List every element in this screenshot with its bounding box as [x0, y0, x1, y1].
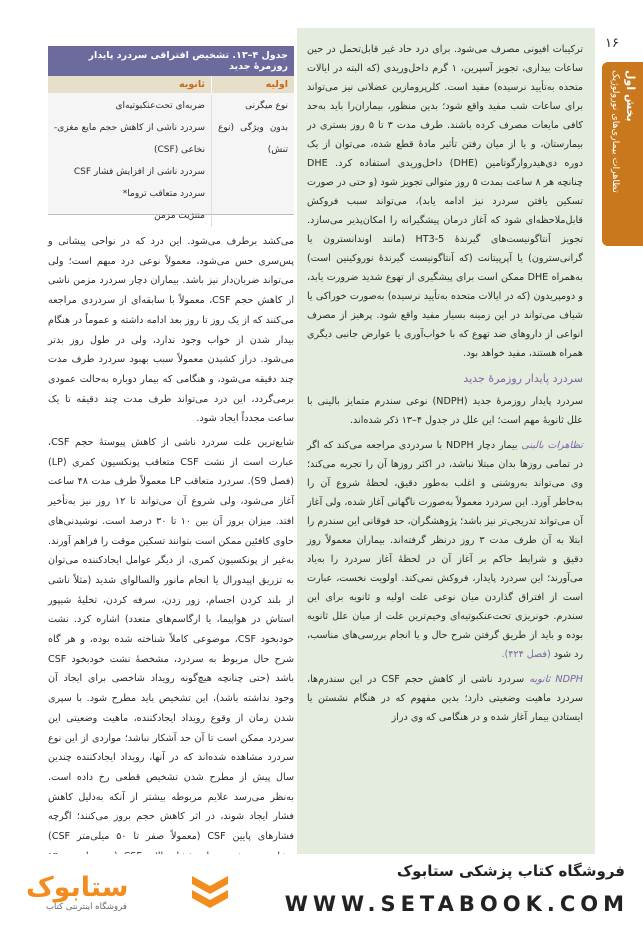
table-body: [48, 93, 294, 229]
store-logo[interactable]: [26, 870, 236, 916]
clinical-features-heading: تظاهرات بالینی: [521, 440, 583, 451]
right-column-panel: [297, 28, 595, 854]
right-paragraph-1: ترکیبات افیونی مصرف می‌شود. برای درد حاد غیر قابل‌تحمل در حین ساعات بیداری، تجویز آسپرین، ۱ گرم داخل‌وریدی (که البته در ایالات متحده به‌تأیید نرسیده) مفید است. کلرپرومازین عضلانی نیز می‌تواند برای ساعات شب مفید واقع شود؛ بدین منظور، بیماران‌را باید به‌حد کافی مایعات مصرف کرده باشند. طرف مدت ۳ تا ۵ روز بستری در بیمارستان، و یا از میان رفتن تأثیر مادهٔ قطع شده، می‌توان از یک دوره دی‌هیدروارگوتامین (DHE) داخل‌وریدی استفاده کرد. DHE چنانچه هر ۸ ساعت بمدت ۵ روز متوالی تجویز شود (و حتی در صورت تسکین یافتن سردرد نیز ادامه یابد)، می‌تواند سبب فروکش قابل‌ملاحظه‌ای شود که آغاز درمان پیشگیرانه را امکان‌پذیر می‌سازد. تجویز آنتاگونیست‌های گیرندهٔ 5-HT3 (مانند اوندانسترون یا گرانی‌سترون) یا آپرپیتانت (که آنتاگونیست گیرندهٔ نوروکینین است) به‌همراه DHE ممکن است برای پیشگیری از تهوع شدید ضرورت یابد، و دومپریدون (که در ایالات متحده به‌تأیید نرسیده) به‌صورت خوراکی یا شیاف می‌تواند در این زمینه بسیار مفید واقع شود. پرهیز از مصرف انواعی از داروهای ضد تهوع که با خواب‌آوری یا عوارض جانبی دیگری همراه هستند، مفید خواهد بود.: [307, 44, 583, 359]
table-cell: سردرد ناشی از افزایش فشار CSF: [73, 167, 205, 177]
table-header-row: [48, 76, 294, 93]
right-paragraph-2: سردرد پایدار روزمرهٔ جدید (NDPH) نوعی سندرم متمایز بالینی با علل ثانویهٔ مهم است؛ این علل در جدول ۴–۱۳ ذکر شده‌اند.: [307, 396, 583, 426]
section-heading: سردرد پایدار روزمرهٔ جدید: [463, 372, 583, 385]
table-cell: بدون ویژگی (نوع تنش): [218, 123, 288, 155]
table-primary-column: [212, 95, 294, 227]
table-secondary-column: [48, 95, 212, 227]
table-cell: نوع میگرنی: [245, 101, 288, 111]
table-cell: سردرد ناشی از کاهش حجم مایع مغزی- نخاعی (CSF): [54, 123, 205, 155]
logo-wordmark: ستابوک: [26, 872, 129, 903]
table-title: جدول ۴–۱۳. تشخیص افتراقی سردرد پایدار روزمرهٔ جدید: [48, 46, 294, 76]
page-number: ۱۶: [605, 36, 619, 51]
chapter-side-tab: [602, 62, 643, 246]
side-tab-section: بخش اول: [624, 70, 637, 122]
secondary-ndph-text: سردرد ناشی از کاهش حجم CSF در این سندرم‌ها، سردرد ماهیت وضعیتی دارد؛ بدین مفهوم که در هنگام نشستن یا ایستادن بیمار آغاز شده و در هنگامی که وی دراز: [307, 674, 583, 723]
table-cell: مننژیت مزمن: [154, 211, 205, 221]
right-paragraph-3: [307, 436, 583, 664]
left-paragraph-1: می‌کشد برطرف می‌شود. این درد که در نواحی پیشانی و پس‌سری حس می‌شود، معمولاً نوعی درد مبهم است؛ ولی می‌تواند ضربان‌دار نیز باشد. بیماران دچار سردرد مزمن ناشی از کاهش حجم CSF، معمولاً با سابقه‌ای از سردردی مراجعه می‌کنند که از یک روز تا روز بعد ادامه داشته و عموماً در هنگام بیدار شدن از خواب وجود ندارد، ولی در طول روز بدتر می‌شود. دراز کشیدن معمولاً سبب بهبود سردرد طرف مدت چند دقیقه می‌شود، و هنگامی که بیمار دوباره به‌حالت عمودی برمی‌گردد، این درد می‌تواند طرف مدت چند دقیقه تا یک ساعت مجدداً ایجاد شود.: [48, 236, 294, 425]
logo-subtitle: فروشگاه اینترنتی کتاب: [46, 902, 127, 912]
side-tab-chapter: تظاهرات بیماری‌های نورولوژیک: [610, 70, 621, 193]
store-website[interactable]: WWW.SETABOOK.COM: [284, 892, 629, 916]
left-paragraph-2: شایع‌ترین علت سردرد ناشی از کاهش پیوستهٔ حجم CSF، عبارت است از نشت CSF متعاقب پونکسیون کمری (LP) (فصل S9). سردرد متعاقب LP معمولاً طرف مدت ۴۸ ساعت آغاز می‌شود، ولی شروع آن می‌تواند تا ۱۲ روز نیز به‌تأخیر افتد. میزان بروز آن بین ۱۰ تا ۳۰ درصد است. نوشیدنی‌های حاوی کافئین ممکن است بتوانند تسکین موقت را فراهم آورند. به‌غیر از پونکسیون کمری، از دیگر عوامل ایجادکننده می‌توان به تزریق اپیدورال یا انجام مانور والسالوای شدید (مثلاً ناشی از بلند کردن اجسام، زور زدن، سرفه کردن، تخلیهٔ شیپور استاش در هواپیما، یا ارگاسم‌های متعدد) اشاره کرد. نشت خودبخود CSF، موضوعی کاملاً شناخته شده بوده، و هر گاه شرح حال مربوط به سردرد، مشخصهٔ نشت خودبخود CSF باشد (حتی چنانچه هیچ‌گونه رویداد شاخصی برای ایجاد آن وجود نداشته باشد)، این تشخیص باید مطرح شود. با سپری شدن زمان از وقوع رویداد ایجادکننده، ماهیت وضعیتی این سردرد ممکن است تا آن حد آشکار نباشد؛ مواردی از این نوع سردرد مشاهده شده‌اند که در آنها، رویداد ایجادکننده چندین سال پیش از مطرح شدن تشخیص قطعی رخ داده است. به‌نظر می‌رسد علایم مربوطه بیشتر از آنکه به‌دلیل کاهش فشار ایجاد شوند، در اثر کاهش حجم بروز می‌کنند؛ اگرچه فشارهای پایین CSF (معمولاً صفر تا ۵۰ میلی‌متر CSF): [48, 437, 295, 843]
table-header-secondary: ثانویه: [48, 76, 212, 93]
left-column: [48, 232, 294, 890]
store-footer: [0, 854, 643, 926]
chapter-reference: (فصل ۴۲۴).: [501, 649, 551, 660]
clinical-features-text: بیمار دچار NDPH با سردردی مراجعه می‌کند که اگر در تمامی روزها بدان مبتلا نباشد، در اکثر روزها آن را تجربه می‌کند؛ وی می‌تواند به‌روشنی و اغلب به‌طور دقیق، لحظهٔ شروع آن را به‌خاطر آورد. این سردرد معمولاً به‌صورت ناگهانی آغاز شده، ولی آغاز آن می‌تواند تدریجی‌تر نیز باشد؛ پژوهشگران، حد فوقانی این سندرم را ابتلا به آن طرف مدت ۳ روز درنظر گرفته‌اند. بیماران معمولاً روز دقیق و شرایط حاکم بر آغاز آن در لحظهٔ آغاز سردرد را به‌یاد می‌آورند؛ این سردرد پایدار، فروکش نمی‌کند. اولویت نخست، عبارت است از افتراق گذاردن میان نوعی علت اولیه و ثانویه برای این سندرم. خونریزی تحت‌عنکبوتیه‌ای وخیم‌ترین علت از میان علل ثانویه بوده و باید از طریق گرفتن شرح حال و یا انجام بررسی‌های مناسب، رد شود: [307, 440, 584, 660]
differential-diagnosis-table: [48, 46, 294, 221]
table-header-primary: اولیه: [265, 79, 288, 90]
right-paragraph-4: [307, 670, 583, 727]
table-cell: ضربه‌ای‌ تحت‌عنکبوتیه‌ای: [115, 101, 205, 111]
chevron-logo-icon: [186, 870, 234, 916]
table-cell: سردرد متعاقب تروما*: [122, 189, 205, 199]
secondary-ndph-heading: NDPH ثانویه: [529, 674, 583, 685]
store-name: فروشگاه کتاب پزشکی ستابوک: [396, 862, 625, 880]
